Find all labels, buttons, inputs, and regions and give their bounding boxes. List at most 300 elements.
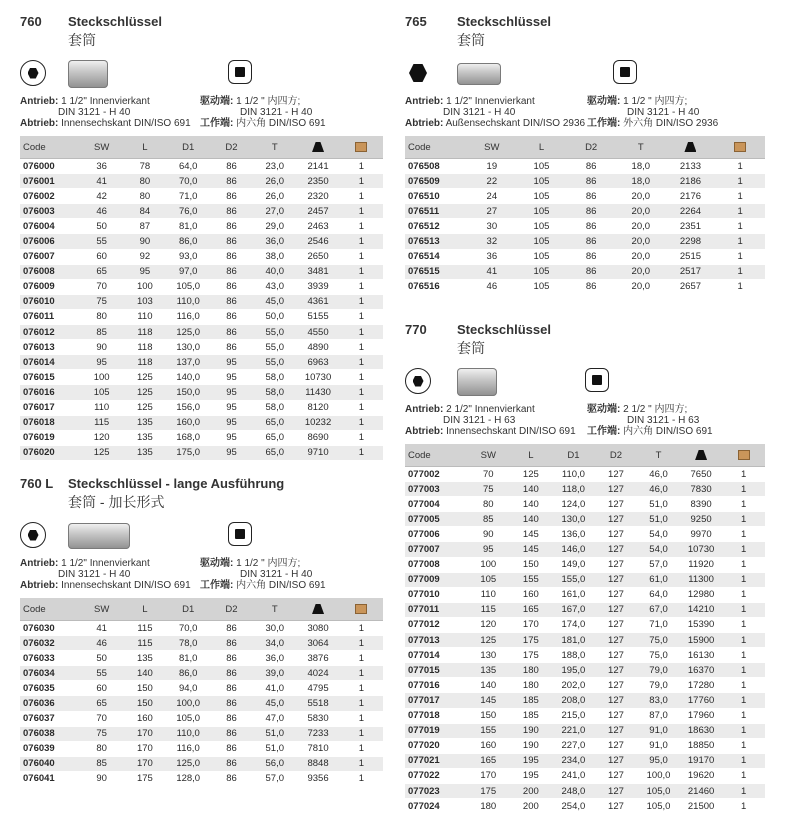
table-cell: 168,0	[167, 430, 210, 445]
table-cell: 1	[715, 189, 765, 204]
table-cell: 110,0	[167, 294, 210, 309]
table-cell: 127	[595, 602, 638, 617]
table-cell: 170	[467, 768, 510, 783]
table-cell: 80	[123, 189, 166, 204]
drive-norm-zh: DIN 3121 - H 40	[240, 107, 313, 118]
column-header: SW	[80, 598, 123, 621]
table-cell: 1	[340, 219, 383, 234]
table-cell: 1	[340, 189, 383, 204]
antrieb-norm: DIN 3121 - H 40	[443, 107, 516, 118]
table-cell: 4024	[296, 666, 339, 681]
table-cell: 17280	[680, 678, 723, 693]
table-cell: 127	[595, 527, 638, 542]
table-cell: 160,0	[167, 415, 210, 430]
table-row	[20, 636, 383, 651]
table-cell: 130	[467, 648, 510, 663]
table-cell: 127	[595, 678, 638, 693]
table-cell: 127	[595, 708, 638, 723]
table-cell: 6963	[296, 355, 339, 370]
table-cell: 65,0	[253, 445, 296, 460]
table-cell: 185	[510, 708, 553, 723]
table-cell: 1	[722, 557, 765, 572]
table-cell: 200	[510, 783, 553, 798]
article-code: 076009	[20, 279, 80, 294]
table-cell: 61,0	[637, 572, 680, 587]
table-cell: 4550	[296, 325, 339, 340]
table-cell: 86	[210, 264, 253, 279]
table-cell: 18850	[680, 738, 723, 753]
article-code: 076013	[20, 340, 80, 355]
table-cell: 105	[517, 204, 567, 219]
table-cell: 9356	[296, 771, 339, 786]
section-760-l	[20, 476, 383, 787]
section-title: Steckschlüssel	[457, 14, 551, 29]
table-cell: 11430	[296, 385, 339, 400]
table-cell: 70,0	[167, 621, 210, 636]
table-cell: 50	[80, 219, 123, 234]
table-cell: 24	[467, 189, 517, 204]
article-code: 076010	[20, 294, 80, 309]
table-row	[405, 264, 765, 279]
article-code: 077021	[405, 753, 467, 768]
table-cell: 90	[80, 771, 123, 786]
table-cell: 18630	[680, 723, 723, 738]
weight-icon	[680, 444, 723, 467]
section-number: 770	[405, 322, 427, 337]
table-cell: 248,0	[552, 783, 595, 798]
article-code: 076041	[20, 771, 80, 786]
section-number: 765	[405, 14, 427, 29]
long-socket-image	[68, 523, 130, 549]
hex-socket-icon	[20, 522, 46, 548]
table-cell: 47,0	[253, 711, 296, 726]
table-cell: 18,0	[616, 159, 666, 174]
table-cell: 1	[340, 621, 383, 636]
table-cell: 2457	[296, 204, 339, 219]
table-cell: 22	[467, 174, 517, 189]
table-cell: 1	[722, 723, 765, 738]
table-row	[20, 234, 383, 249]
table-cell: 50,0	[253, 309, 296, 324]
article-code: 076011	[20, 309, 80, 324]
antrieb-label: Antrieb:	[405, 404, 444, 415]
table-cell: 79,0	[637, 678, 680, 693]
table-cell: 51,0	[253, 741, 296, 756]
table-cell: 20,0	[616, 204, 666, 219]
table-cell: 185	[510, 693, 553, 708]
table-cell: 78,0	[167, 636, 210, 651]
article-code: 076001	[20, 174, 80, 189]
table-cell: 175	[510, 633, 553, 648]
table-cell: 135	[123, 430, 166, 445]
article-code: 076034	[20, 666, 80, 681]
section-760	[20, 14, 383, 461]
article-code: 077010	[405, 587, 467, 602]
column-header: L	[123, 598, 166, 621]
table-cell: 127	[595, 467, 638, 482]
column-header: L	[510, 444, 553, 467]
table-cell: 1	[722, 572, 765, 587]
table-row	[405, 617, 765, 632]
table-cell: 86	[210, 234, 253, 249]
table-cell: 42	[80, 189, 123, 204]
table-cell: 95	[210, 400, 253, 415]
table-cell: 150	[123, 696, 166, 711]
table-cell: 36	[467, 249, 517, 264]
table-cell: 86	[210, 219, 253, 234]
package-box-icon	[722, 444, 765, 467]
table-cell: 20,0	[616, 279, 666, 294]
table-cell: 90	[80, 340, 123, 355]
table-cell: 215,0	[552, 708, 595, 723]
column-header: T	[637, 444, 680, 467]
table-cell: 100,0	[637, 768, 680, 783]
table-cell: 105,0	[637, 799, 680, 814]
article-code: 077011	[405, 602, 467, 617]
table-cell: 8690	[296, 430, 339, 445]
column-header: D2	[566, 136, 616, 159]
table-cell: 41	[467, 264, 517, 279]
table-cell: 100	[80, 370, 123, 385]
table-cell: 234,0	[552, 753, 595, 768]
table-cell: 110	[80, 400, 123, 415]
table-cell: 2186	[666, 174, 716, 189]
table-cell: 91,0	[637, 738, 680, 753]
table-cell: 1	[340, 726, 383, 741]
table-cell: 115	[123, 621, 166, 636]
table-cell: 1	[340, 756, 383, 771]
table-row	[20, 385, 383, 400]
table-row	[20, 666, 383, 681]
package-box-icon	[340, 136, 383, 159]
table-row	[405, 799, 765, 814]
article-code: 077008	[405, 557, 467, 572]
article-code: 076030	[20, 621, 80, 636]
table-cell: 86	[566, 264, 616, 279]
table-cell: 127	[595, 557, 638, 572]
table-cell: 76,0	[167, 204, 210, 219]
table-cell: 135	[123, 651, 166, 666]
table-cell: 190	[510, 723, 553, 738]
article-code: 076509	[405, 174, 467, 189]
table-cell: 120	[467, 617, 510, 632]
drive-norm-zh: DIN 3121 - H 40	[240, 569, 313, 580]
table-cell: 83,0	[637, 693, 680, 708]
article-code: 076508	[405, 159, 467, 174]
table-cell: 95	[210, 415, 253, 430]
table-cell: 227,0	[552, 738, 595, 753]
table-cell: 105,0	[167, 279, 210, 294]
table-cell: 115	[123, 636, 166, 651]
table-cell: 95	[210, 430, 253, 445]
table-cell: 95	[210, 385, 253, 400]
table-cell: 1	[340, 445, 383, 460]
table-cell: 105,0	[167, 711, 210, 726]
article-code: 076014	[20, 355, 80, 370]
table-cell: 86,0	[167, 666, 210, 681]
drive-label-zh: 驱动端:	[587, 404, 621, 415]
table-cell: 65,0	[253, 415, 296, 430]
table-cell: 105	[467, 572, 510, 587]
table-cell: 86	[210, 294, 253, 309]
section-770	[405, 322, 765, 814]
column-header: Code	[20, 136, 80, 159]
table-cell: 64,0	[637, 587, 680, 602]
article-code: 077016	[405, 678, 467, 693]
table-row	[20, 264, 383, 279]
table-cell: 1	[340, 741, 383, 756]
article-code: 077012	[405, 617, 467, 632]
table-cell: 105	[517, 279, 567, 294]
article-code: 076007	[20, 249, 80, 264]
table-cell: 145	[510, 527, 553, 542]
table-cell: 136,0	[552, 527, 595, 542]
table-cell: 14210	[680, 602, 723, 617]
table-cell: 105,0	[637, 783, 680, 798]
column-header: D1	[552, 444, 595, 467]
table-cell: 125	[510, 467, 553, 482]
drive-label-zh: 驱动端:	[200, 96, 234, 107]
table-row	[405, 768, 765, 783]
table-cell: 1	[715, 234, 765, 249]
table-row	[405, 279, 765, 294]
table-cell: 58,0	[253, 400, 296, 415]
article-code: 076032	[20, 636, 80, 651]
table-cell: 92	[123, 249, 166, 264]
socket-image	[68, 60, 108, 88]
table-cell: 5155	[296, 309, 339, 324]
table-cell: 85	[467, 512, 510, 527]
table-cell: 1	[715, 249, 765, 264]
square-drive-icon	[228, 522, 252, 546]
table-cell: 55	[80, 234, 123, 249]
table-cell: 1	[340, 636, 383, 651]
article-code: 076012	[20, 325, 80, 340]
table-cell: 87,0	[637, 708, 680, 723]
hex-socket-icon	[405, 368, 431, 394]
table-cell: 90	[467, 527, 510, 542]
article-code: 076006	[20, 234, 80, 249]
table-cell: 50	[80, 651, 123, 666]
table-row	[405, 512, 765, 527]
section-subtitle: 套筒	[68, 32, 96, 48]
table-cell: 51,0	[253, 726, 296, 741]
table-cell: 1	[722, 467, 765, 482]
table-cell: 150	[510, 557, 553, 572]
antrieb-value: 2 1/2" Innenvierkant	[446, 404, 535, 415]
table-cell: 75	[80, 726, 123, 741]
table-row	[20, 294, 383, 309]
column-header: T	[253, 136, 296, 159]
table-cell: 86	[566, 234, 616, 249]
table-cell: 145	[467, 693, 510, 708]
article-code: 076038	[20, 726, 80, 741]
table-cell: 70	[80, 711, 123, 726]
table-cell: 86	[210, 726, 253, 741]
table-cell: 40,0	[253, 264, 296, 279]
table-cell: 110,0	[167, 726, 210, 741]
table-cell: 2517	[666, 264, 716, 279]
table-cell: 21460	[680, 783, 723, 798]
section-title: Steckschlüssel	[68, 14, 162, 29]
table-cell: 1	[340, 309, 383, 324]
table-row	[20, 726, 383, 741]
column-header: SW	[467, 136, 517, 159]
table-cell: 18,0	[616, 174, 666, 189]
table-cell: 55,0	[253, 340, 296, 355]
table-cell: 125	[467, 633, 510, 648]
drive-value-zh: 1 1/2 " 内四方;	[236, 558, 301, 569]
table-cell: 81,0	[167, 651, 210, 666]
table-row	[405, 663, 765, 678]
table-cell: 70	[80, 279, 123, 294]
antrieb-label: Antrieb:	[20, 558, 59, 569]
table-cell: 1	[340, 159, 383, 174]
table-row	[405, 542, 765, 557]
table-cell: 180	[467, 799, 510, 814]
table-cell: 80	[80, 741, 123, 756]
table-cell: 135	[467, 663, 510, 678]
table-cell: 57,0	[637, 557, 680, 572]
article-code: 077006	[405, 527, 467, 542]
article-code: 076002	[20, 189, 80, 204]
table-cell: 127	[595, 648, 638, 663]
table-cell: 38,0	[253, 249, 296, 264]
table-cell: 1	[722, 768, 765, 783]
table-cell: 95	[80, 355, 123, 370]
article-code: 077015	[405, 663, 467, 678]
article-code: 076513	[405, 234, 467, 249]
table-cell: 57,0	[253, 771, 296, 786]
table-cell: 174,0	[552, 617, 595, 632]
table-cell: 118	[123, 325, 166, 340]
table-cell: 86	[210, 636, 253, 651]
table-cell: 51,0	[637, 497, 680, 512]
table-row	[20, 325, 383, 340]
table-cell: 127	[595, 587, 638, 602]
table-cell: 30	[467, 219, 517, 234]
article-code: 077005	[405, 512, 467, 527]
table-cell: 4795	[296, 681, 339, 696]
table-cell: 95	[210, 370, 253, 385]
table-cell: 161,0	[552, 587, 595, 602]
table-cell: 55	[80, 666, 123, 681]
table-cell: 30,0	[253, 621, 296, 636]
table-cell: 190	[510, 738, 553, 753]
table-cell: 2298	[666, 234, 716, 249]
table-cell: 1	[722, 678, 765, 693]
table-row	[20, 174, 383, 189]
table-row	[405, 648, 765, 663]
package-box-icon	[715, 136, 765, 159]
table-cell: 78	[123, 159, 166, 174]
table-cell: 195	[510, 768, 553, 783]
article-code: 076515	[405, 264, 467, 279]
package-box-icon	[340, 598, 383, 621]
table-row	[405, 753, 765, 768]
column-header: T	[253, 598, 296, 621]
table-cell: 41,0	[253, 681, 296, 696]
article-code: 076035	[20, 681, 80, 696]
table-cell: 160	[467, 738, 510, 753]
column-header: SW	[467, 444, 510, 467]
table-cell: 86	[210, 741, 253, 756]
table-row	[20, 711, 383, 726]
table-cell: 86	[210, 711, 253, 726]
table-cell: 170	[510, 617, 553, 632]
table-cell: 15900	[680, 633, 723, 648]
table-cell: 26,0	[253, 174, 296, 189]
table-cell: 7810	[296, 741, 339, 756]
table-cell: 46	[467, 279, 517, 294]
table-cell: 1	[722, 497, 765, 512]
table-cell: 86	[210, 279, 253, 294]
table-cell: 86	[566, 159, 616, 174]
article-code: 077019	[405, 723, 467, 738]
table-cell: 127	[595, 799, 638, 814]
article-code: 077024	[405, 799, 467, 814]
antrieb-label: Antrieb:	[405, 96, 444, 107]
article-code: 076039	[20, 741, 80, 756]
column-header: D2	[210, 136, 253, 159]
table-cell: 254,0	[552, 799, 595, 814]
table-cell: 170	[123, 726, 166, 741]
column-header: Code	[405, 136, 467, 159]
table-row	[405, 527, 765, 542]
work-value-zh: 内六角 DIN/ISO 691	[236, 580, 326, 591]
table-cell: 156,0	[167, 400, 210, 415]
table-cell: 105	[517, 234, 567, 249]
table-cell: 55,0	[253, 355, 296, 370]
section-number: 760	[20, 14, 42, 29]
table-row	[20, 756, 383, 771]
table-cell: 27	[467, 204, 517, 219]
table-cell: 1	[722, 708, 765, 723]
table-cell: 127	[595, 753, 638, 768]
table-cell: 70,0	[167, 174, 210, 189]
table-cell: 86	[210, 756, 253, 771]
table-cell: 1	[722, 587, 765, 602]
table-cell: 1	[340, 264, 383, 279]
table-cell: 84	[123, 204, 166, 219]
drive-norm-zh: DIN 3121 - H 40	[627, 107, 700, 118]
column-header: D2	[595, 444, 638, 467]
weight-icon	[666, 136, 716, 159]
table-cell: 149,0	[552, 557, 595, 572]
table-cell: 208,0	[552, 693, 595, 708]
table-cell: 60	[80, 681, 123, 696]
table-cell: 181,0	[552, 633, 595, 648]
table-cell: 86	[210, 309, 253, 324]
table-cell: 1	[340, 400, 383, 415]
table-cell: 1	[340, 249, 383, 264]
work-label-zh: 工作端:	[587, 426, 621, 437]
table-row	[405, 159, 765, 174]
table-row	[405, 572, 765, 587]
table-cell: 135	[123, 415, 166, 430]
column-header: T	[616, 136, 666, 159]
table-row	[405, 174, 765, 189]
table-row	[405, 723, 765, 738]
table-cell: 1	[340, 174, 383, 189]
table-cell: 175	[467, 783, 510, 798]
abtrieb-label: Abtrieb:	[405, 426, 444, 437]
section-subtitle: 套筒	[457, 340, 485, 356]
table-cell: 86	[210, 189, 253, 204]
table-cell: 4890	[296, 340, 339, 355]
table-cell: 86	[210, 771, 253, 786]
table-cell: 46	[80, 204, 123, 219]
